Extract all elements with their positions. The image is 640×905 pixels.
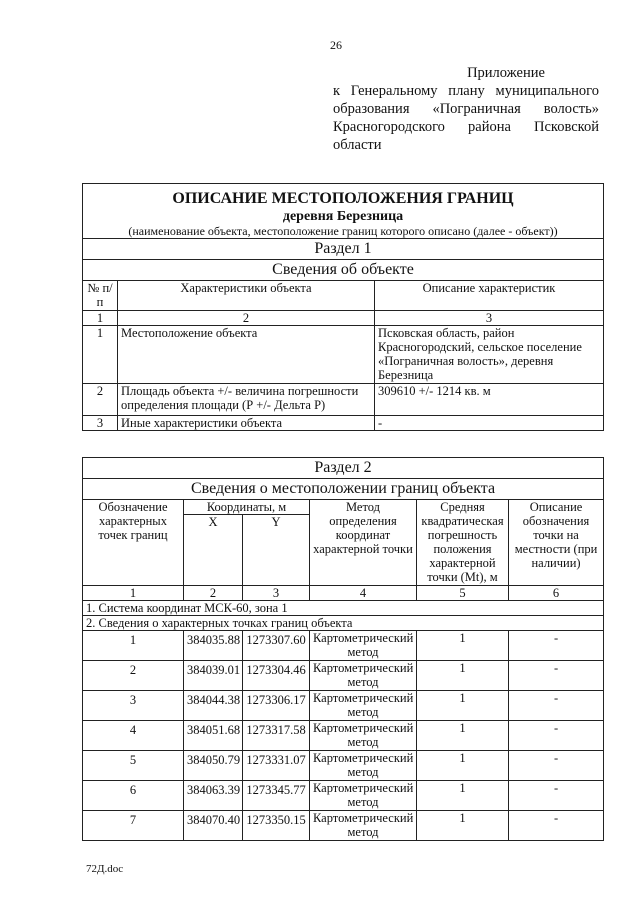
header-method: Метод определения координат характерной точки xyxy=(310,500,417,586)
appendix-line: образования «Пограничная волость» xyxy=(333,101,599,117)
point-description: - xyxy=(509,631,604,661)
point-error: 1 xyxy=(417,751,509,781)
header-x: X xyxy=(184,515,243,586)
point-error: 1 xyxy=(417,721,509,751)
section1-title: Сведения об объекте xyxy=(83,260,604,281)
row-characteristic: Иные характеристики объекта xyxy=(118,416,375,431)
appendix-line: области xyxy=(333,137,382,153)
point-y: 1273317.58 xyxy=(243,721,310,751)
doc-title: ОПИСАНИЕ МЕСТОПОЛОЖЕНИЯ ГРАНИЦ xyxy=(83,184,604,211)
appendix-block xyxy=(333,64,599,154)
table-row xyxy=(83,416,604,431)
table-row xyxy=(83,661,604,691)
point-method: Картометрический метод xyxy=(310,751,417,781)
column-number: 1 xyxy=(83,311,118,326)
object-note: (наименование объекта, местоположение границ которого описано (далее - объект)) xyxy=(83,224,604,239)
column-number: 2 xyxy=(118,311,375,326)
point-number: 3 xyxy=(83,691,184,721)
column-number: 6 xyxy=(509,586,604,601)
footer-filename: 72Д.doc xyxy=(86,863,124,875)
point-error: 1 xyxy=(417,631,509,661)
point-x: 384039.01 xyxy=(184,661,243,691)
header-description: Описание характеристик xyxy=(375,281,604,311)
header-num: № п/п xyxy=(83,281,118,311)
row-description: - xyxy=(375,416,604,431)
point-description: - xyxy=(509,721,604,751)
column-number: 2 xyxy=(184,586,243,601)
coordinate-system: 1. Система координат МСК-60, зона 1 xyxy=(83,601,604,616)
point-description: - xyxy=(509,811,604,841)
header-point-description: Описание обозначения точки на местности (при наличии) xyxy=(509,500,604,586)
object-info-table xyxy=(82,183,604,431)
header-y: Y xyxy=(243,515,310,586)
appendix-line: к Генеральному плану муниципального xyxy=(333,83,599,99)
table-row xyxy=(83,384,604,416)
point-error: 1 xyxy=(417,661,509,691)
point-description: - xyxy=(509,691,604,721)
point-number: 5 xyxy=(83,751,184,781)
point-error: 1 xyxy=(417,691,509,721)
header-coordinates: Координаты, м xyxy=(184,500,310,515)
column-number: 3 xyxy=(243,586,310,601)
row-characteristic: Местоположение объекта xyxy=(118,326,375,384)
row-num: 1 xyxy=(83,326,118,384)
row-num: 2 xyxy=(83,384,118,416)
point-number: 1 xyxy=(83,631,184,661)
point-y: 1273350.15 xyxy=(243,811,310,841)
column-number: 5 xyxy=(417,586,509,601)
point-number: 7 xyxy=(83,811,184,841)
table-row xyxy=(83,691,604,721)
point-method: Картометрический метод xyxy=(310,721,417,751)
point-description: - xyxy=(509,751,604,781)
point-number: 6 xyxy=(83,781,184,811)
section2-title: Сведения о местоположении границ объекта xyxy=(83,479,604,500)
header-characteristic: Характеристики объекта xyxy=(118,281,375,311)
header-error: Средняя квадратическая погрешность положения характерной точки (Мt), м xyxy=(417,500,509,586)
point-y: 1273306.17 xyxy=(243,691,310,721)
row-num: 3 xyxy=(83,416,118,431)
point-y: 1273307.60 xyxy=(243,631,310,661)
point-method: Картометрический метод xyxy=(310,661,417,691)
appendix-line: Красногородского района Псковской xyxy=(333,119,599,135)
table-row xyxy=(83,781,604,811)
point-number: 4 xyxy=(83,721,184,751)
point-x: 384063.39 xyxy=(184,781,243,811)
table-row xyxy=(83,751,604,781)
header-point: Обозначение характерных точек границ xyxy=(83,500,184,586)
section2-label: Раздел 2 xyxy=(83,458,604,479)
table-row xyxy=(83,631,604,661)
point-x: 384035.88 xyxy=(184,631,243,661)
point-number: 2 xyxy=(83,661,184,691)
point-x: 384070.40 xyxy=(184,811,243,841)
page-number: 26 xyxy=(330,38,342,52)
point-y: 1273345.77 xyxy=(243,781,310,811)
point-description: - xyxy=(509,661,604,691)
point-x: 384051.68 xyxy=(184,721,243,751)
object-name: деревня Березница xyxy=(83,210,604,224)
appendix-title: Приложение xyxy=(467,65,545,81)
section1-label: Раздел 1 xyxy=(83,239,604,260)
point-description: - xyxy=(509,781,604,811)
points-section-title: 2. Сведения о характерных точках границ объекта xyxy=(83,616,604,631)
point-x: 384044.38 xyxy=(184,691,243,721)
point-y: 1273304.46 xyxy=(243,661,310,691)
row-description: Псковская область, район Красногородский, сельское поселение «Пограничная волость», деревня Березница xyxy=(375,326,604,384)
column-number: 4 xyxy=(310,586,417,601)
boundary-points-table xyxy=(82,457,604,841)
point-x: 384050.79 xyxy=(184,751,243,781)
point-y: 1273331.07 xyxy=(243,751,310,781)
point-method: Картометрический метод xyxy=(310,781,417,811)
table-row xyxy=(83,811,604,841)
column-number: 3 xyxy=(375,311,604,326)
point-method: Картометрический метод xyxy=(310,691,417,721)
point-method: Картометрический метод xyxy=(310,631,417,661)
table-row xyxy=(83,326,604,384)
row-characteristic: Площадь объекта +/- величина погрешности определения площади (Р +/- Дельта Р) xyxy=(118,384,375,416)
table-row xyxy=(83,721,604,751)
column-number: 1 xyxy=(83,586,184,601)
point-error: 1 xyxy=(417,811,509,841)
point-method: Картометрический метод xyxy=(310,811,417,841)
row-description: 309610 +/- 1214 кв. м xyxy=(375,384,604,416)
point-error: 1 xyxy=(417,781,509,811)
